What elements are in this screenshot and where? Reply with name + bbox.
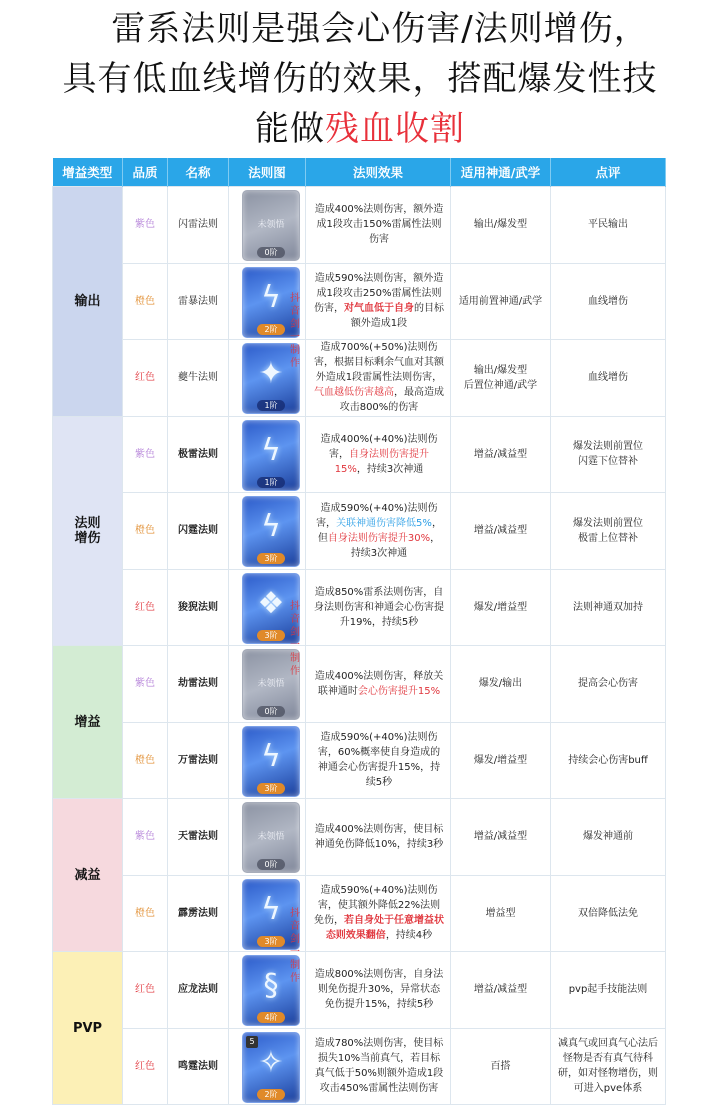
column-header-quality: 品质 xyxy=(123,158,168,187)
effect-highlight: 气血越低伤害越高 xyxy=(314,387,394,399)
effect-text: 造成850%雷系法则伤害，自身法则伤害和神通会心伤害提升19%，持续5秒 xyxy=(314,586,444,628)
header-banner xyxy=(0,0,720,158)
watermark-credit: 抖音剑一制作 xyxy=(290,293,300,369)
name-cell: 鸣霆法则 xyxy=(168,1028,229,1105)
watermark-credit: 抖音剑一制作 xyxy=(290,601,300,677)
phoenix-icon: ✧ xyxy=(258,1044,284,1080)
quality-cell: 橙色 xyxy=(123,493,168,570)
usage-cell: 爆发/输出 xyxy=(451,646,551,723)
quality-cell: 橙色 xyxy=(123,722,168,799)
effect-text-mid: ，但 xyxy=(317,517,442,544)
effect-text: 造成400%法则伤害，额外造成1段攻击150%雷属性法则伤害 xyxy=(314,204,444,246)
name-cell: 劫雷法则 xyxy=(168,646,229,723)
image-cell xyxy=(229,416,306,493)
law-card-image xyxy=(242,1032,300,1103)
review-line: 爆发法则前置位 xyxy=(573,517,643,529)
review-cell: pvp起手技能法则 xyxy=(551,952,666,1029)
law-card-image xyxy=(242,802,300,873)
usage-cell: 爆发/增益型 xyxy=(451,722,551,799)
card-locked-label: 未领悟 xyxy=(257,832,285,842)
card-count-badge: 5 xyxy=(246,1036,258,1048)
quality-cell: 红色 xyxy=(123,340,168,417)
usage-cell: 增益/减益型 xyxy=(451,493,551,570)
quality-cell: 紫色 xyxy=(123,187,168,264)
table-row xyxy=(53,493,666,570)
category-output: 输出 xyxy=(53,187,123,417)
card-locked-label: 未领悟 xyxy=(257,679,285,689)
category-pvp: PVP xyxy=(53,952,123,1105)
quality-cell: 橙色 xyxy=(123,263,168,340)
effect-text-tail: ，持续3次神通 xyxy=(350,532,441,559)
name-cell: 夔牛法则 xyxy=(168,340,229,417)
quality-cell: 红色 xyxy=(123,952,168,1029)
effect-text: 造成590%(+40%)法则伤害，使其额外降低22%法则免伤， xyxy=(314,885,441,927)
usage-line: 后置位神通/武学 xyxy=(463,379,538,391)
quality-cell: 橙色 xyxy=(123,875,168,952)
column-header-image: 法则图 xyxy=(229,158,306,187)
beast-icon: ✦ xyxy=(258,356,284,391)
name-cell: 天雷法则 xyxy=(168,799,229,876)
category-buff: 增益 xyxy=(53,646,123,799)
quality-cell: 红色 xyxy=(123,569,168,646)
card-tier: 1阶 xyxy=(257,477,285,488)
review-line: 闪霆下位替补 xyxy=(578,456,638,468)
review-line: 爆发法则前置位 xyxy=(573,441,643,453)
effect-text: 造成400%(+40%)法则伤害， xyxy=(320,433,438,460)
usage-cell: 输出/爆发型 xyxy=(451,187,551,264)
table-row xyxy=(53,722,666,799)
usage-cell: 增益/减益型 xyxy=(451,952,551,1029)
card-tier: 2阶 xyxy=(257,324,285,335)
effect-cell xyxy=(306,187,451,264)
name-cell: 狻猊法则 xyxy=(168,569,229,646)
effect-text: 造成780%法则伤害，使目标损失10%当前真气，若目标真气低于50%则额外造成1段攻击450%雷属性法则伤害 xyxy=(314,1038,444,1095)
usage-cell: 增益型 xyxy=(451,875,551,952)
card-tier: 0阶 xyxy=(257,859,285,870)
effect-cell xyxy=(306,799,451,876)
law-card-image xyxy=(242,726,300,797)
review-cell: 法则神通双加持 xyxy=(551,569,666,646)
review-cell: 血线增伤 xyxy=(551,340,666,417)
effect-text: 造成400%法则伤害，释放关联神通时 xyxy=(314,670,444,697)
column-header-type: 增益类型 xyxy=(53,158,123,187)
quality-cell: 紫色 xyxy=(123,646,168,723)
name-cell: 应龙法则 xyxy=(168,952,229,1029)
usage-line: 输出/爆发型 xyxy=(473,364,528,376)
table-row xyxy=(53,416,666,493)
column-header-usage: 适用神通/武学 xyxy=(451,158,551,187)
effect-text-tail: ，最高造成攻击800%的伤害 xyxy=(339,387,444,414)
header-line-3-prefix: 能做 xyxy=(255,109,325,149)
header-highlight: 残血收割 xyxy=(325,109,465,149)
table-row xyxy=(53,875,666,952)
effect-highlight: 自身法则伤害提升30% xyxy=(327,532,431,544)
effect-text-tail: 的目标额外造成1段 xyxy=(350,303,444,330)
card-locked-label: 未领悟 xyxy=(257,220,285,230)
dragon-icon: § xyxy=(263,968,279,1003)
lightning-bolt-icon: ϟ xyxy=(261,509,281,544)
effect-cell xyxy=(306,493,451,570)
image-cell xyxy=(229,1028,306,1105)
card-tier: 1阶 xyxy=(257,400,285,411)
category-debuff: 减益 xyxy=(53,799,123,952)
image-cell xyxy=(229,722,306,799)
law-card-image xyxy=(242,420,300,491)
effect-text: 造成590%法则伤害，额外造成1段攻击250%雷属性法则伤害， xyxy=(314,273,444,315)
review-cell xyxy=(551,493,666,570)
header-line-3 xyxy=(0,104,720,154)
effect-cell xyxy=(306,416,451,493)
category-law-line-1: 法则 xyxy=(74,515,101,531)
lightning-bolt-icon: ϟ xyxy=(261,279,281,315)
column-header-name: 名称 xyxy=(168,158,229,187)
lightning-bolt-icon: ϟ xyxy=(261,432,281,468)
card-tier: 0阶 xyxy=(257,247,285,258)
review-cell: 平民输出 xyxy=(551,187,666,264)
image-cell xyxy=(229,187,306,264)
table-row xyxy=(53,263,666,340)
card-tier: 3阶 xyxy=(257,783,285,794)
card-tier: 3阶 xyxy=(257,630,285,641)
usage-cell: 百搭 xyxy=(451,1028,551,1105)
law-table xyxy=(52,158,666,1105)
law-card-image xyxy=(242,190,300,261)
effect-cell xyxy=(306,952,451,1029)
category-law-line-2: 增伤 xyxy=(74,530,101,546)
effect-debuff-highlight: 关联神通伤害降低5% xyxy=(336,517,432,529)
name-cell: 极雷法则 xyxy=(168,416,229,493)
review-cell xyxy=(551,416,666,493)
table-row xyxy=(53,952,666,1029)
effect-highlight: 会心伤害提升15% xyxy=(357,685,441,697)
effect-cell xyxy=(306,875,451,952)
usage-cell xyxy=(451,340,551,417)
image-cell xyxy=(229,493,306,570)
name-cell: 万雷法则 xyxy=(168,722,229,799)
usage-cell: 爆发/增益型 xyxy=(451,569,551,646)
effect-cell xyxy=(306,340,451,417)
table-row xyxy=(53,799,666,876)
review-cell: 双倍降低法免 xyxy=(551,875,666,952)
name-cell: 闪霆法则 xyxy=(168,493,229,570)
law-card-image xyxy=(242,496,300,567)
table-row xyxy=(53,1028,666,1105)
effect-cell xyxy=(306,722,451,799)
card-tier: 2阶 xyxy=(257,1089,285,1100)
table-row xyxy=(53,340,666,417)
review-cell: 爆发神通前 xyxy=(551,799,666,876)
effect-cell xyxy=(306,646,451,723)
effect-cell xyxy=(306,263,451,340)
usage-cell: 增益/减益型 xyxy=(451,416,551,493)
table-row xyxy=(53,569,666,646)
lightning-bird-icon: ϟ xyxy=(261,891,281,927)
column-header-effect: 法则效果 xyxy=(306,158,451,187)
quality-cell: 红色 xyxy=(123,1028,168,1105)
review-cell: 减真气或回真气心法后怪物是否有真气待科研，如对怪物增伤，则可进入pve体系 xyxy=(551,1028,666,1105)
image-cell xyxy=(229,799,306,876)
effect-text: 造成590%(+40%)法则伤害， xyxy=(316,502,438,529)
effect-text: 造成800%法则伤害，自身法则免伤提升30%，异常状态免伤提升15%，持续5秒 xyxy=(314,969,444,1011)
review-cell: 提高会心伤害 xyxy=(551,646,666,723)
effect-highlight: 对气血低于自身 xyxy=(344,303,414,315)
effect-text-tail: ，持续3次神通 xyxy=(356,463,424,475)
effect-text-tail: ，持续4秒 xyxy=(385,930,433,942)
effect-cell xyxy=(306,569,451,646)
review-line: 极雷上位替补 xyxy=(578,532,638,544)
column-header-review: 点评 xyxy=(551,158,666,187)
effect-highlight: 若自身处于任意增益状态则效果翻倍 xyxy=(325,915,444,942)
effect-text: 造成400%法则伤害，使目标神通免伤降低10%，持续3秒 xyxy=(314,823,444,850)
name-cell: 闪雷法则 xyxy=(168,187,229,264)
lightning-bolt-icon: ϟ xyxy=(261,738,281,774)
name-cell: 雷暴法则 xyxy=(168,263,229,340)
usage-cell: 增益/减益型 xyxy=(451,799,551,876)
effect-text: 造成590%(+40%)法则伤害，60%概率使自身造成的神通会心伤害提升15%，持续5秒 xyxy=(317,732,441,789)
header-line-1: 雷系法则是强会心伤害/法则增伤， xyxy=(111,9,649,49)
category-law xyxy=(53,416,123,646)
usage-cell: 适用前置神通/武学 xyxy=(451,263,551,340)
quality-cell: 紫色 xyxy=(123,799,168,876)
quality-cell: 紫色 xyxy=(123,416,168,493)
card-tier: 0阶 xyxy=(257,706,285,717)
watermark-credit: 抖音剑一制作 xyxy=(290,908,300,984)
lion-icon: ❖ xyxy=(257,585,285,621)
table-row xyxy=(53,646,666,723)
effect-cell xyxy=(306,1028,451,1105)
table-row xyxy=(53,187,666,264)
effect-highlight: 自身法则伤害提升15% xyxy=(334,448,429,475)
review-cell: 持续会心伤害buff xyxy=(551,722,666,799)
header-line-2: 具有低血线增伤的效果，搭配爆发性技 xyxy=(62,59,658,99)
review-cell: 血线增伤 xyxy=(551,263,666,340)
table-header-row xyxy=(53,158,666,187)
name-cell: 霹雳法则 xyxy=(168,875,229,952)
card-tier: 3阶 xyxy=(257,936,285,947)
card-tier: 4阶 xyxy=(257,1012,285,1023)
card-tier: 3阶 xyxy=(257,553,285,564)
effect-text: 造成700%(+50%)法则伤害，根据目标剩余气血对其额外造成1段雷属性法则伤害， xyxy=(314,342,444,384)
